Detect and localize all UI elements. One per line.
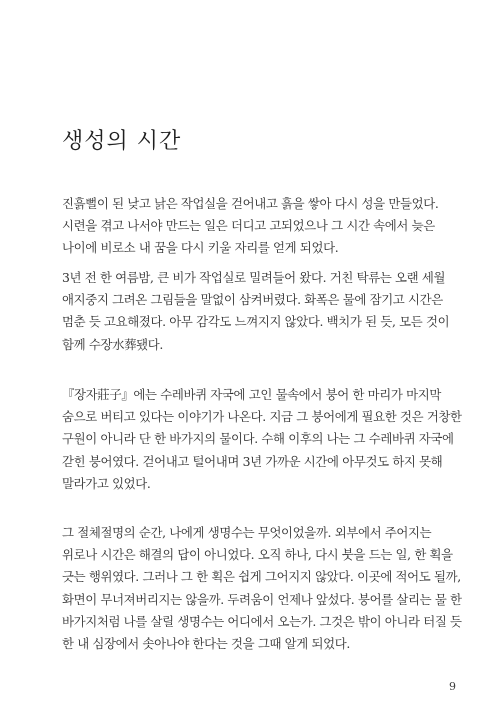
paragraph-2 bbox=[62, 267, 450, 356]
paragraph-line: 한 내 심장에서 솟아나야 한다는 것을 그때 알게 되었다. bbox=[62, 636, 350, 652]
paragraph-line: 구원이 아니라 단 한 바가지의 물이다. 수해 이후의 나는 그 수레바퀴 자국에 bbox=[62, 431, 454, 447]
paragraph-1 bbox=[62, 193, 442, 260]
paragraph-line: 함께 수장水葬됐다. bbox=[62, 336, 163, 352]
paragraph-line: 진흙뻘이 된 낮고 낡은 작업실을 걷어내고 흙을 쌓아 다시 성을 만들었다. bbox=[62, 196, 439, 211]
paragraph-line: 애지중지 그려온 그림들을 말없이 삼켜버렸다. 화폭은 물에 잠기고 시간은 bbox=[62, 292, 443, 308]
paragraph-line: 나이에 비로소 내 꿈을 다시 키울 자리를 얻게 되었다. bbox=[62, 240, 339, 256]
paragraph-line: 3년 전 한 여름밤, 큰 비가 작업실로 밀려들어 왔다. 거친 탁류는 오랜 세월 bbox=[62, 270, 446, 285]
paragraph-4 bbox=[62, 522, 462, 655]
page-number: 9 bbox=[449, 680, 456, 693]
paragraph-line: 멈춘 듯 고요해졌다. 아무 감각도 느껴지지 않았다. 백치가 된 듯, 모든 것이 bbox=[62, 314, 450, 330]
paragraph-3 bbox=[62, 384, 462, 495]
paragraph-line: 화면이 무너져버리지는 않을까. 두려움이 언제나 앞섰다. 붕어를 살리는 물 한 bbox=[62, 591, 462, 607]
paragraph-line: 숨으로 버티고 있다는 이야기가 나온다. 지금 그 붕어에게 필요한 것은 거창한 bbox=[62, 409, 462, 425]
paragraph-line: 바가지처럼 나를 살릴 생명수는 어디에서 오는가. 그것은 밖이 아니라 터질 듯 bbox=[62, 613, 462, 629]
paragraph-line: 위로나 시간은 해결의 답이 아니었다. 오직 하나, 다시 붓을 드는 일, 한 획을 bbox=[62, 547, 453, 563]
chapter-title: 생성의 시간 bbox=[62, 129, 182, 154]
paragraph-line: 시련을 겪고 나서야 만드는 일은 더디고 고되었으나 그 시간 속에서 늦은 bbox=[62, 218, 435, 234]
paragraph-line: 갇힌 붕어였다. 걷어내고 털어내며 3년 가까운 시간에 아무것도 하지 못해 bbox=[62, 453, 443, 469]
paragraph-line: 긋는 행위였다. 그러나 그 한 획은 쉽게 그어지지 않았다. 이곳에 적어도 될까, bbox=[62, 569, 461, 585]
paragraph-line: 그 절체절명의 순간, 나에게 생명수는 무엇이었을까. 외부에서 주어지는 bbox=[62, 525, 432, 540]
paragraph-line: 말라가고 있었다. bbox=[62, 475, 151, 491]
paragraph-line: 『장자莊子』에는 수레바퀴 자국에 고인 물속에서 붕어 한 마리가 마지막 bbox=[62, 387, 441, 402]
